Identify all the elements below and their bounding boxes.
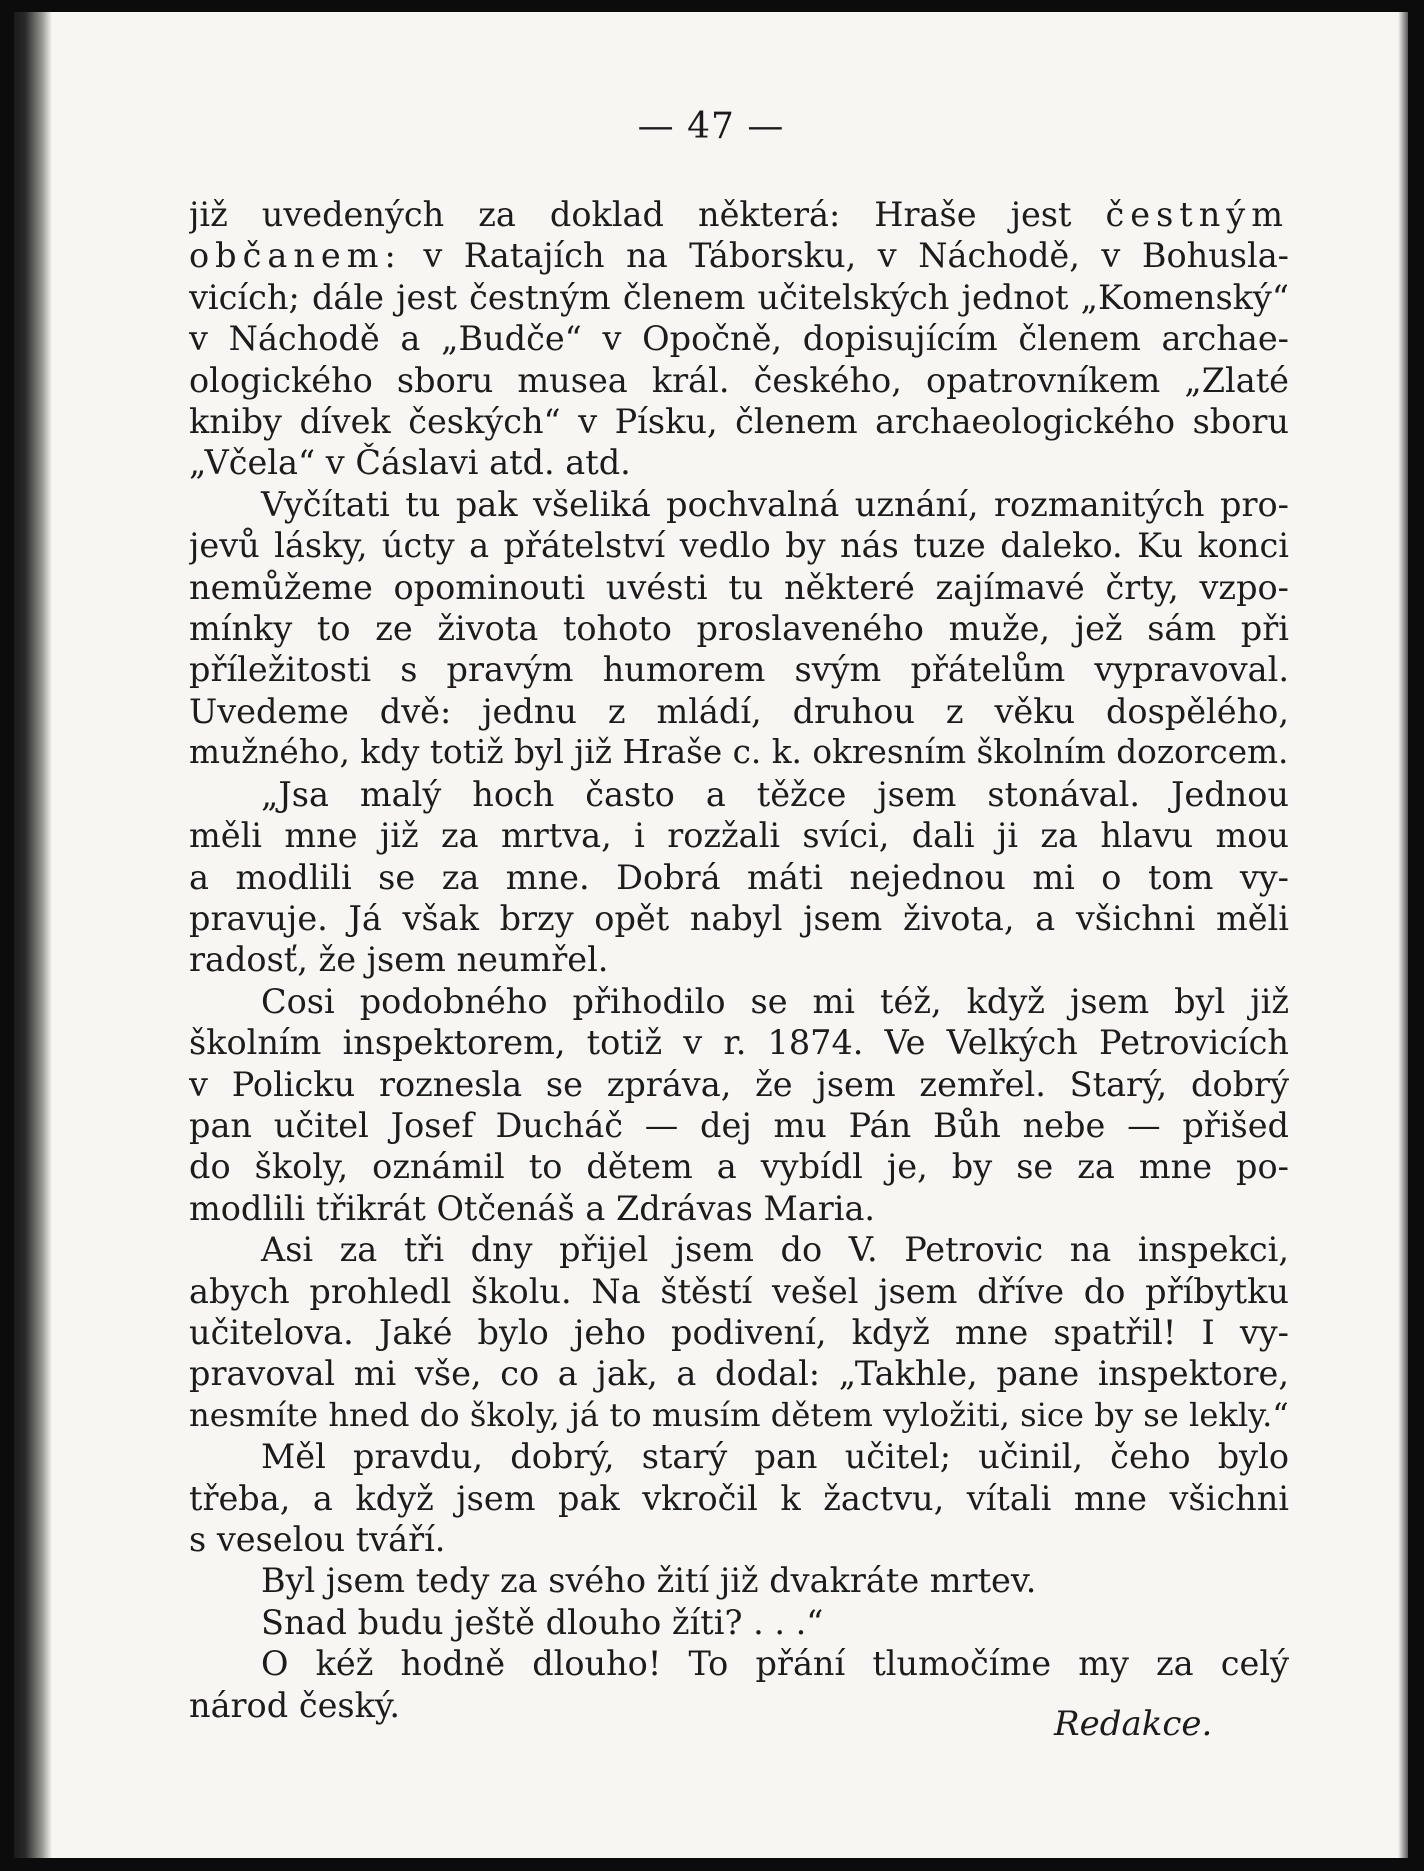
page-edge [1398,12,1408,1858]
text-line [189,442,1289,483]
text-segment: „Jsa malý hoch často a těžce jsem stonával. Jednou [261,774,1289,814]
text-line [189,1602,1289,1643]
text-line [189,1146,1289,1187]
text-segment: školním inspektorem, totiž v r. 1874. Ve Velkých Petrovicích [189,1023,1289,1063]
text-line [189,567,1289,608]
text-segment: mužného, kdy totiž byl již Hraše c. k. okresním školním dozorcem. [189,733,1289,772]
text-line [189,608,1289,649]
text-segment: nemůžeme opominouti uvésti tu některé zajímavé črty, vzpo- [189,567,1289,607]
text-line [189,318,1289,359]
text-line [189,691,1289,732]
text-segment: třeba, a když jsem pak vkročil k žactvu, vítali mne všichni [189,1478,1289,1518]
text-segment: národ český. [189,1685,401,1725]
text-segment: pravuje. Já však brzy opět nabyl jsem života, a všichni měli [189,898,1289,938]
text-segment: již uvedených za doklad některá: Hraše jest [189,195,1106,234]
text-line [189,939,1289,980]
text-segment: modlili třikrát Otčenáš a Zdrávas Maria. [189,1188,876,1228]
text-segment: nesmíte hned do školy, já to musím dětem vyložiti, sice by se lekly.“ [189,1395,1289,1434]
book-page [14,12,1408,1858]
text-segment: „Včela“ v Čáslavi atd. atd. [189,443,631,483]
text-segment: radosť, že jsem neumřel. [189,940,609,980]
text-segment: s veselou tváří. [189,1520,446,1559]
text-segment: Vyčítati tu pak všeliká pochvalná uznání, rozmanitých pro- [261,484,1289,524]
text-line [189,401,1289,442]
text-segment: Snad budu ještě dlouho žíti? . . .“ [261,1602,824,1642]
page-number: — 47 — [637,106,785,147]
text-segment: příležitosti s pravým humorem svým přátelům vypravoval. [189,650,1289,690]
text-line [189,1022,1289,1063]
text-line [189,981,1289,1022]
text-line [189,1188,1289,1229]
text-segment: pravoval mi vše, co a jak, a dodal: „Takhle, pane inspektore, [189,1354,1289,1394]
text-line [189,649,1289,690]
text-line [189,1271,1289,1312]
spine-shadow [14,12,52,1858]
text-segment: abych prohledl školu. Na štěstí vešel jsem dříve do příbytku [189,1271,1289,1311]
text-line [189,815,1289,856]
text-line [189,525,1289,566]
text-segment: učitelova. Jaké bylo jeho podivení, když mne spatřil! I vy- [189,1312,1289,1352]
text-segment: měli mne již za mrtva, i rozžali svíci, dali ji za hlavu mou [189,816,1289,856]
text-line [189,1105,1289,1146]
text-line [189,774,1289,815]
text-line [189,732,1289,773]
text-line [189,1312,1289,1353]
text-segment: Uvedeme dvě: jednu z mládí, druhou z věku dospělého, [189,691,1289,731]
text-segment: jevů lásky, úcty a přátelství vedlo by nás tuze daleko. Ku konci [189,526,1289,566]
text-line [189,235,1289,276]
text-segment: v Policku roznesla se zpráva, že jsem zemřel. Starý, dobrý [189,1064,1289,1104]
text-segment: do školy, oznámil to dětem a vybídl je, by se za mne po- [189,1147,1289,1187]
text-line [189,1560,1289,1601]
text-line [189,1064,1289,1105]
text-line [189,484,1289,525]
text-line [189,1395,1289,1436]
text-line [189,1229,1289,1270]
text-segment: pan učitel Josef Ducháč — dej mu Pán Bůh nebe — přišed [189,1105,1289,1145]
text-line [189,1478,1289,1519]
text-line [189,1353,1289,1394]
emphasized-word: čestným [1105,195,1289,234]
text-line [189,1436,1289,1477]
body-text [189,194,1289,1726]
emphasized-word: občanem: [189,236,402,276]
text-line [189,360,1289,401]
text-segment: O kéž hodně dlouho! To přání tlumočíme my za celý [261,1644,1289,1684]
text-line [189,194,1289,235]
text-segment: v Náchodě a „Budče“ v Opočně, dopisujícím členem archae- [189,319,1289,359]
text-segment: v Ratajích na Táborsku, v Náchodě, v Bohusla- [401,236,1289,276]
text-segment: a modlili se za mne. Dobrá máti nejednou mi o tom vy- [189,857,1289,897]
text-segment: Asi za tři dny přijel jsem do V. Petrovic na inspekci, [261,1230,1289,1270]
text-segment: Měl pravdu, dobrý, starý pan učitel; učinil, čeho bylo [261,1437,1289,1477]
text-line [189,277,1289,318]
text-segment: Byl jsem tedy za svého žití již dvakráte mrtev. [261,1561,1037,1601]
text-segment: vicích; dále jest čestným členem učitelských jednot „Komenský“ [189,277,1289,317]
text-line [189,898,1289,939]
text-line [189,857,1289,898]
text-segment: kniby dívek českých“ v Písku, členem archaeologického sboru [189,402,1289,442]
text-line [189,1643,1289,1684]
signature: Redakce. [1054,1704,1213,1744]
text-line [189,1519,1289,1560]
text-segment: Cosi podobného přihodilo se mi též, když jsem byl již [261,981,1289,1021]
text-segment: ologického sboru musea král. českého, opatrovníkem „Zlaté [189,360,1289,400]
text-segment: mínky to ze života tohoto proslaveného muže, jež sám při [189,609,1289,649]
